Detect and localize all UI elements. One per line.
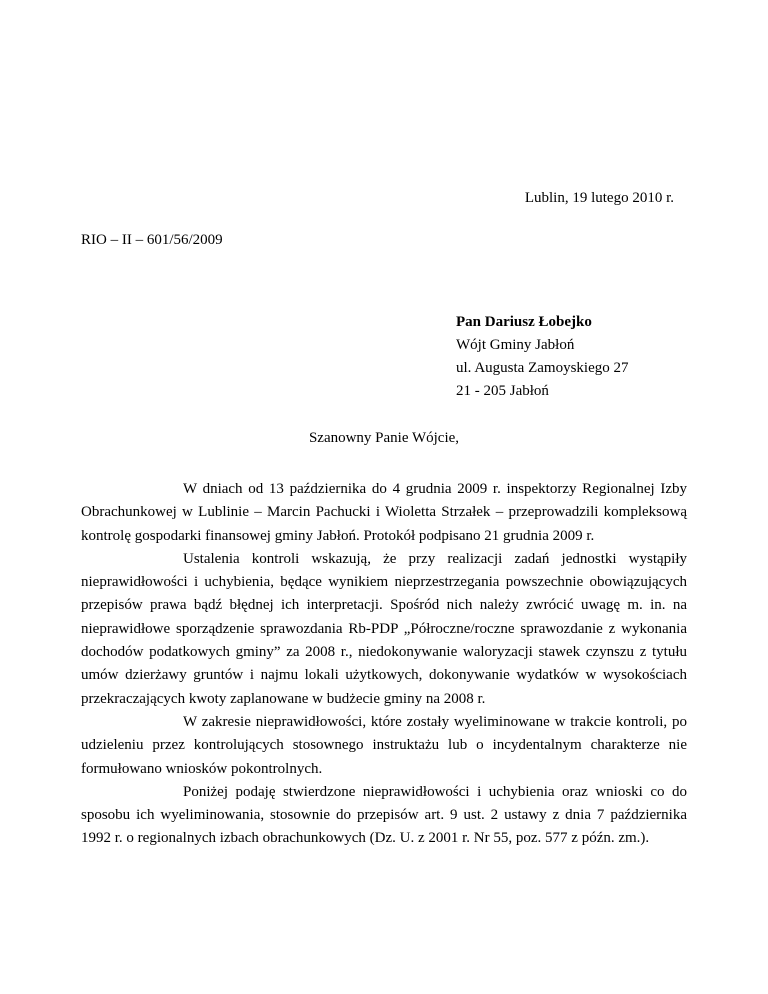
recipient-street: ul. Augusta Zamoyskiego 27 (456, 360, 629, 376)
recipient-position: Wójt Gminy Jabłoń (456, 337, 575, 353)
body-paragraph: Poniżej podaję stwierdzone nieprawidłowości i uchybienia oraz wnioski co do sposobu ich wyeliminowania, stosownie do przepisów art. 9 ust. 2 ustawy z dnia 7 października 1992 r. o regionalnych izbach obrachunkowych (Dz. U. z 2001 r. Nr 55, poz. 577 z późn. zm.). (81, 783, 687, 847)
recipient-postal-city: 21 - 205 Jabłoń (456, 383, 549, 399)
letter-date: Lublin, 19 lutego 2010 r. (524, 190, 674, 206)
recipient-name: Pan Dariusz Łobejko (456, 314, 592, 330)
body-paragraph: Ustalenia kontroli wskazują, że przy realizacji zadań jednostki wystąpiły nieprawidłowości i uchybienia, będące wynikiem nieprzestrzegania powszechnie obowiązujących przepisów prawa bądź błędnej ich interpretacji. Spośród nich należy zwrócić uwagę m. in. na nieprawidłowe sporządzenie sprawozdania Rb-PDP „Półroczne/roczne sprawozdanie z wykonania dochodów podatkowych gminy” za 2008 r., niedokonywanie waloryzacji stawek czynszu z tytułu umów dzierżawy gruntów i najmu lokali użytkowych, dokonywanie wydatków w wysokościach przekraczających kwoty zaplanowane w budżecie gminy na 2008 r. (81, 550, 687, 707)
letter-body (81, 478, 687, 851)
recipient-address-block (456, 311, 629, 403)
body-paragraph: W zakresie nieprawidłowości, które zostały wyeliminowane w trakcie kontroli, po udzieleniu przez kontrolujących stosownego instruktażu lub o incydentalnym charakterze nie formułowano wniosków pokontrolnych. (81, 713, 687, 777)
reference-number: RIO – II – 601/56/2009 (81, 232, 223, 248)
salutation: Szanowny Panie Wójcie, (308, 430, 460, 446)
body-paragraph: W dniach od 13 października do 4 grudnia 2009 r. inspektorzy Regionalnej Izby Obrachunkowej w Lublinie – Marcin Pachucki i Wioletta Strzałek – przeprowadzili kompleksową kontrolę gospodarki finansowej gminy Jabłoń. Protokół podpisano 21 grudnia 2009 r. (81, 481, 687, 544)
